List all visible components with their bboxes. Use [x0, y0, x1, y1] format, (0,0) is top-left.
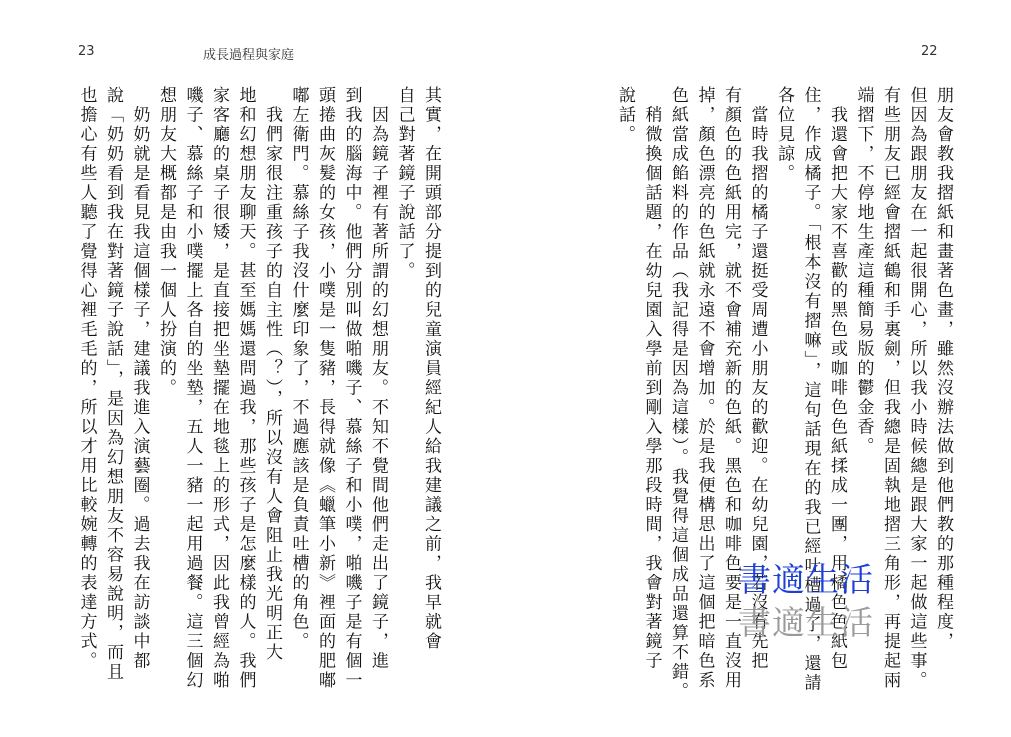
watermark-secondary: 書適生活: [738, 603, 874, 642]
text-line: 說「奶奶看到我在對著鏡子說話」，是因為幻想朋友不容易說明，而且: [103, 86, 123, 682]
text-line: 掉，顏色漂亮的色紙就永遠不會增加。於是我便構思出了這個把暗色系: [694, 86, 715, 691]
text-line: 端摺下，不停地生產這種簡易版的鬱金香。: [853, 86, 874, 457]
text-line: 嘟左衛門。慕絲子我沒什麼印象了，不過應該是負責吐槽的角色。: [288, 86, 309, 652]
text-line: 有些朋友已經會摺紙鶴和手裏劍，但我總是固執地摺三角形，再提起兩: [880, 86, 900, 691]
watermark-primary: 書適生活: [738, 560, 874, 599]
text-line: 家客廳的桌子很矮，是直接把坐墊擺在地毯上的形式，因此我曾經為啪: [209, 86, 229, 691]
text-line: 朋友會教我摺紙和畫著色畫，雖然沒辦法做到他們教的那種程度，: [933, 86, 953, 652]
text-line: 各位見諒。: [774, 86, 794, 184]
text-line: 其實，在開頭部分提到的兒童演員經紀人給我建議之前，我早就會: [421, 86, 441, 652]
text-line: 嘰子、慕絲子和小噗擺上各自的坐墊，五人一豬一起用過餐。這三個幻: [182, 86, 203, 691]
left-page-number: 23: [78, 44, 95, 59]
text-line: 頭捲曲灰髮的女孩，小噗是一隻豬，長得就像《蠟筆小新》裡面的肥嘟: [315, 86, 335, 691]
running-title: 成長過程與家庭: [203, 48, 295, 63]
text-line: 有顏色的色紙用完，就不會補充新的色紙。黑色和咖啡色要是一直沒用: [721, 86, 741, 691]
text-line: 說話。: [615, 86, 635, 145]
text-line: 因為鏡子裡有著所謂的幻想朋友。不知不覺間他們走出了鏡子，進: [368, 86, 388, 671]
text-line: 地和幻想朋友聊天。甚至媽媽還問過我，那些孩子是怎麼樣的人。我們: [235, 86, 256, 691]
text-line: 想朋友大概都是由我一個人扮演的。: [156, 86, 176, 398]
text-line: 色紙當成餡料的作品（我記得是因為這樣）。我覺得這個成品還算不錯。: [668, 86, 688, 702]
right-page-number: 22: [921, 44, 938, 59]
text-line: 自己對著鏡子說話了。: [394, 86, 415, 281]
text-line: 我們家很注重孩子的自主性（？），所以沒有人會阻止我光明正大: [262, 86, 282, 663]
text-line: 我還會把大家不喜歡的黑色或咖啡色色紙揉成一團，用橘色色紙包: [827, 86, 847, 671]
text-line: 到我的腦海中。他們分別叫做啪嘰子、慕絲子和小噗，啪嘰子是有個一: [341, 86, 362, 691]
text-line: 稍微換個話題，在幼兒園入學前到剛入學那段時間，我會對著鏡子: [641, 86, 662, 671]
text-line: 也擔心有些人聽了覺得心裡毛毛的，所以才用比較婉轉的表達方式。: [76, 86, 97, 671]
text-line: 當時我摺的橘子還挺受周遭小朋友的歡迎。在幼兒園，若沒有先把: [747, 86, 768, 671]
text-line: 但因為跟朋友在一起很開心，所以我小時候總是跟大家一起做這些事。: [906, 86, 927, 691]
text-line: 奶奶就是看見我這個樣子，建議我進入演藝圈。過去我在訪談中都: [129, 86, 150, 671]
text-line: 住，作成橘子。「根本沒有摺嘛」，這句話現在的我已經吐槽過了，還請: [800, 86, 821, 693]
